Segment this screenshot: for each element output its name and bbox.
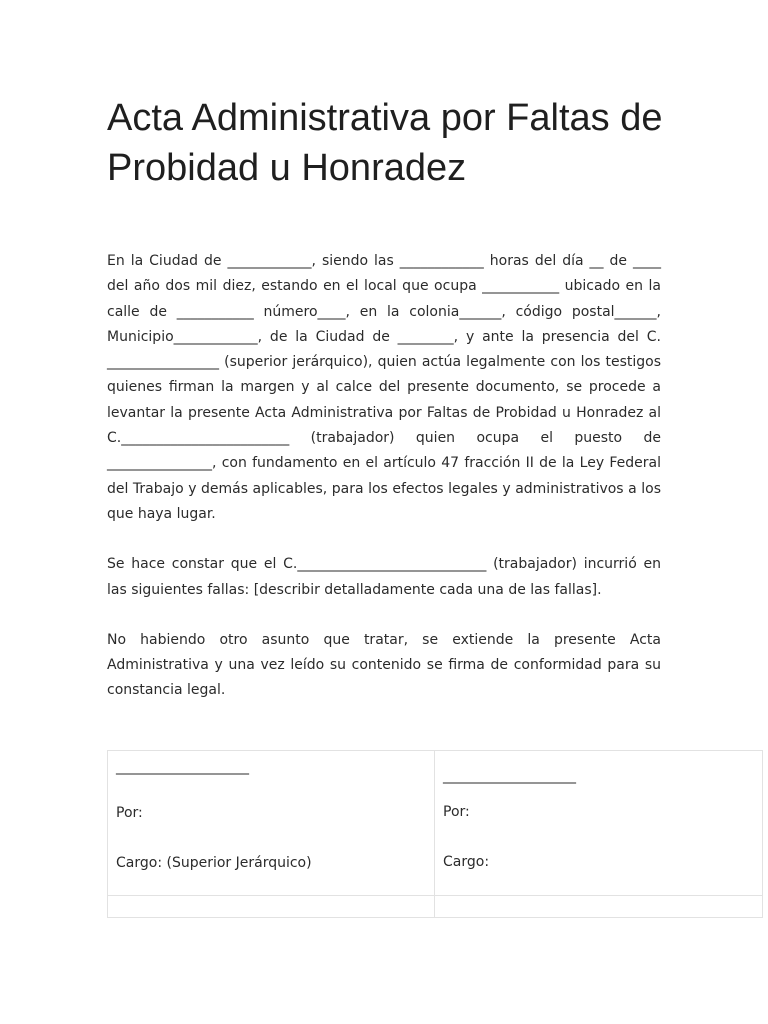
document-title: Acta Administrativa por Faltas de Probidad u Honradez [107,97,663,189]
paragraph-closing: No habiendo otro asunto que tratar, se extiende la presente Acta Administrativa y una vez leído su contenido se firma de conformidad para su constancia legal. [107,631,661,699]
signature-por-label: Por: [116,805,143,821]
signature-empty-cell [108,896,435,918]
signature-line: ___________________ [116,759,249,775]
signature-por-label: Por: [443,804,470,820]
signature-line: ___________________ [443,768,576,784]
signature-cell-second [435,751,763,896]
signature-cell-superior [108,751,435,896]
signature-cargo-label: Cargo: [443,854,490,870]
document-body [107,249,661,729]
signature-table [107,750,763,918]
signature-empty-cell [435,896,763,918]
paragraph-faults: Se hace constar que el C.___________________________ (trabajador) incurrió en las siguientes fallas: [describir detalladamente cada una de las fallas]. [107,556,661,598]
paragraph-intro: En la Ciudad de ____________, siendo las ____________ horas del día __ de ____ del año dos mil diez, estando en el local que ocupa ___________ ubicado en la calle de ___________ número____, en la colonia______, código postal______, Municipio____________, de la Ciudad de ________, y ante la presencia del C. ________________ (superior jerárquico), quien actúa legalmente con los testigos quienes firman la margen y al calce del presente documento, se procede a levantar la presente Acta Administrativa por Faltas de Probidad u Honradez al C.________________________ (trabajador) quien ocupa el puesto de _______________, con fundamento en el artículo 47 fracción II de la Ley Federal del Trabajo y demás aplicables, para los efectos legales y administrativos a los que haya lugar. [107,253,661,522]
signature-cargo-label: Cargo: (Superior Jerárquico) [116,855,312,871]
